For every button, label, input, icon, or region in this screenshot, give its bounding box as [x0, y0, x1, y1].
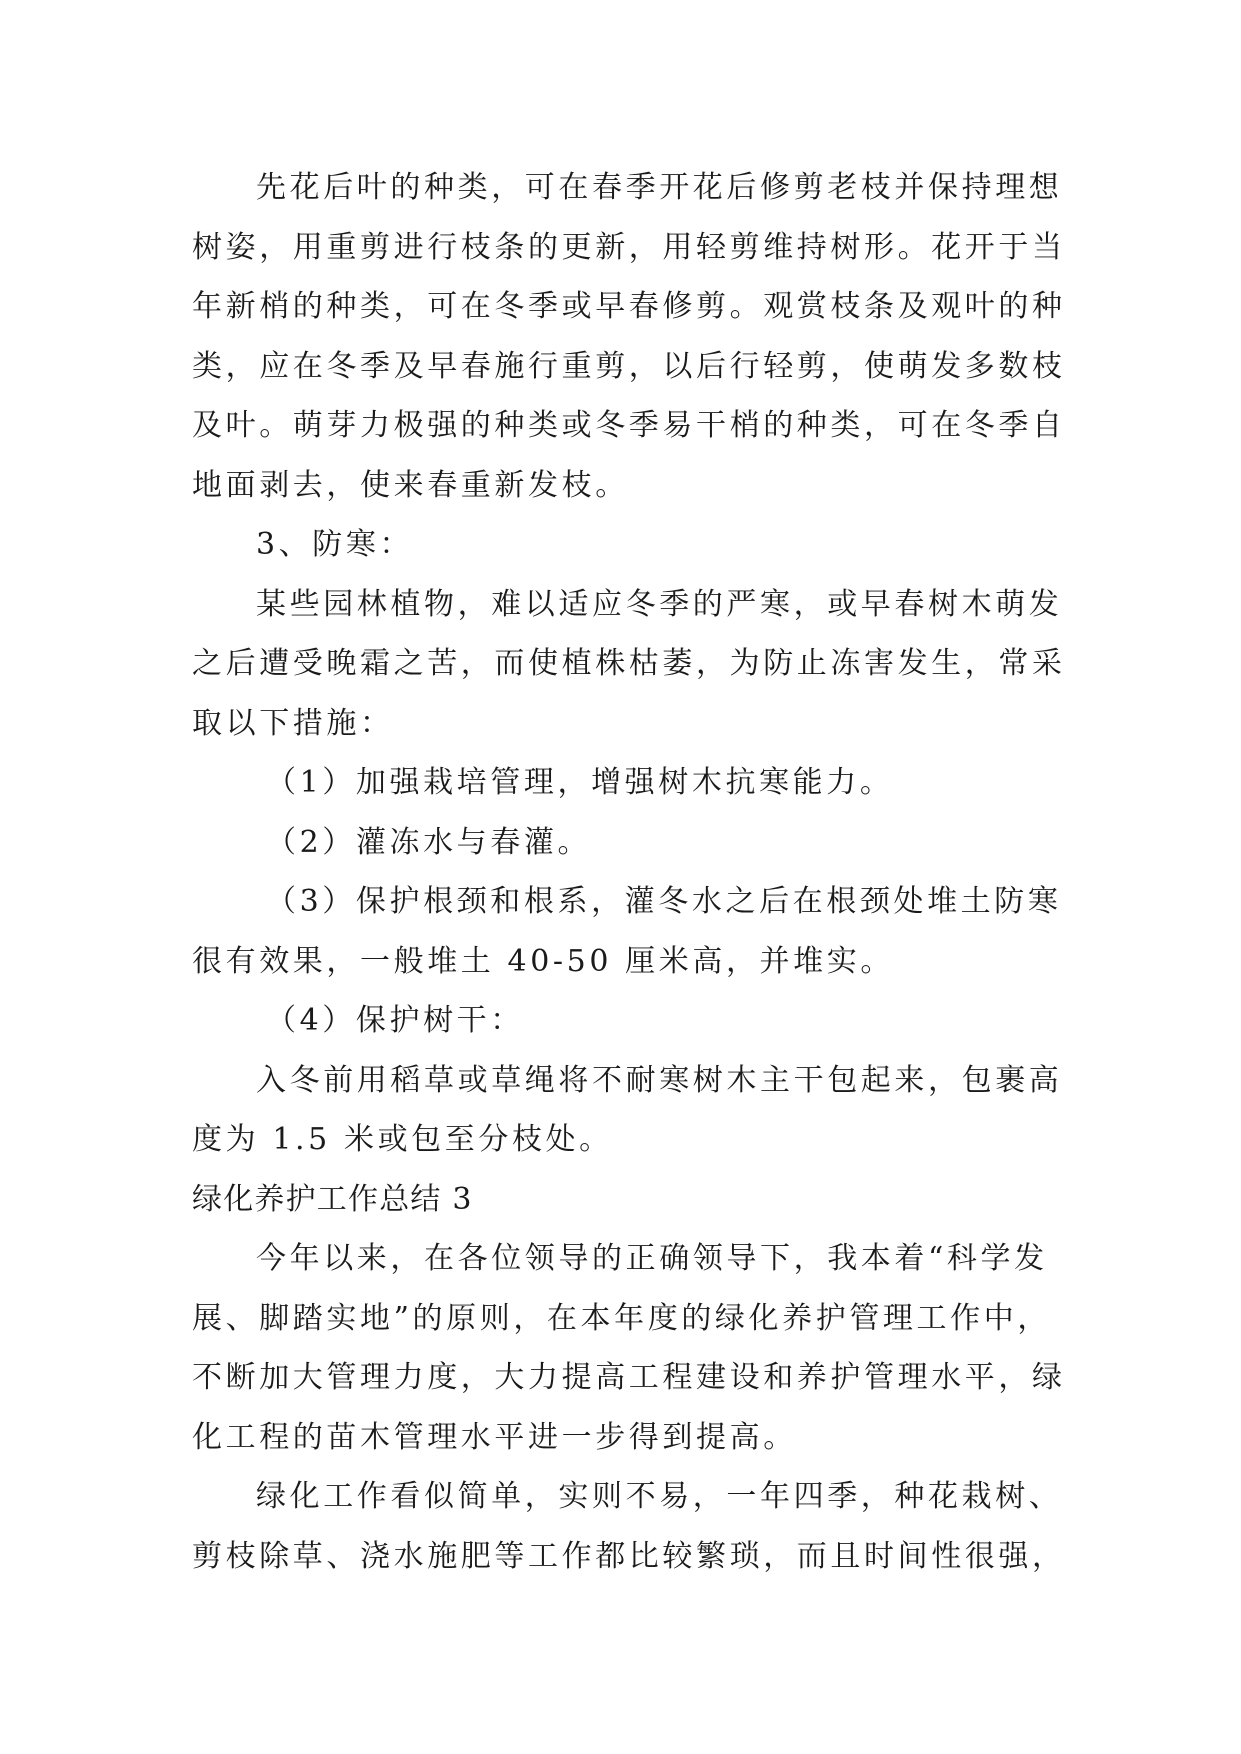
paragraph-line: 化工程的苗木管理水平进一步得到提高。: [192, 1419, 797, 1455]
paragraph-line: 某些园林植物，难以适应冬季的严寒，或早春树木萌发: [256, 586, 1063, 622]
paragraph-line: 及叶。萌芽力极强的种类或冬季易干梢的种类，可在冬季自: [192, 408, 1066, 443]
paragraph-line: 不断加大管理力度，大力提高工程建设和养护管理水平，绿: [192, 1360, 1066, 1395]
paragraph-line: 先花后叶的种类，可在春季开花后修剪老枝并保持理想: [256, 170, 1063, 205]
list-item: （3）保护根颈和根系，灌冬水之后在根颈处堆土防寒: [266, 884, 1062, 919]
paragraph-line: 绿化工作看似简单，实则不易，一年四季，种花栽树、: [256, 1479, 1063, 1514]
paragraph-line: 入冬前用稻草或草绳将不耐寒树木主干包起来，包裹高: [256, 1062, 1063, 1098]
paragraph-line: 取以下措施：: [192, 705, 394, 741]
paragraph-line: 展、脚踏实地”的原则，在本年度的绿化养护管理工作中，: [192, 1300, 1051, 1336]
document-body: [192, 158, 1066, 1586]
section-heading: 3、防寒：: [256, 527, 414, 562]
list-item: （2）灌冻水与春灌。: [266, 824, 592, 860]
paragraph-line: 今年以来，在各位领导的正确领导下，我本着“科学发: [256, 1241, 1048, 1276]
paragraph-line: 之后遭受晚霜之苦，而使植株枯萎，为防止冻害发生，常采: [192, 646, 1066, 681]
list-item: （1）加强栽培管理，增强树木抗寒能力。: [266, 765, 894, 800]
paragraph-line: 很有效果，一般堆土 40-50 厘米高，并堆实。: [192, 943, 894, 979]
list-item: （4）保护树干：: [266, 1003, 524, 1038]
paragraph-line: 地面剥去，使来春重新发枝。: [192, 467, 629, 503]
document-heading: 绿化养护工作总结 3: [192, 1181, 473, 1217]
paragraph-line: 剪枝除草、浇水施肥等工作都比较繁琐，而且时间性很强，: [192, 1538, 1066, 1574]
paragraph-line: 树姿，用重剪进行枝条的更新，用轻剪维持树形。花开于当: [192, 229, 1066, 265]
paragraph-line: 度为 1.5 米或包至分枝处。: [192, 1122, 613, 1157]
paragraph-line: 年新梢的种类，可在冬季或早春修剪。观赏枝条及观叶的种: [192, 289, 1066, 324]
paragraph-line: 类，应在冬季及早春施行重剪，以后行轻剪，使萌发多数枝: [192, 348, 1066, 384]
